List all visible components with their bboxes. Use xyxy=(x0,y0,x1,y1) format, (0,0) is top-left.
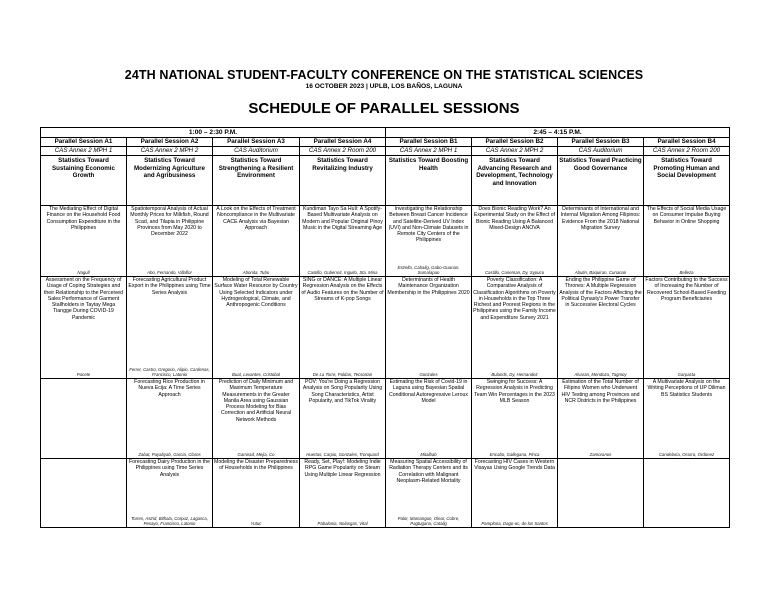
paper-authors: Gamirad, Mejia, Co xyxy=(237,452,275,457)
paper-title: Measuring Spatial Accessibility of Radiation Therapy Centers and its Correlation with Malignant Neoplasm-Related Mortality xyxy=(389,459,468,484)
paper-cell xyxy=(644,459,730,528)
paper-cell xyxy=(213,206,300,277)
paper-cell xyxy=(213,379,300,459)
paper-authors: Encabo, Gallegana, Pinca xyxy=(489,452,540,457)
paper-title: Does Bionic Reading Work? An Experimental Study on the Effect of Bionic Reading Using A Balanced Mixed-Design ANOVA xyxy=(473,206,556,231)
paper-title: Forecasting Agricultural Product Export in the Philippines using Time Series Analysis xyxy=(128,277,211,296)
paper-title: A Look on the Effects of Treatment Noncompliance in the Multivariate CACE Analysis via Bayesian Approach xyxy=(216,206,296,231)
paper-cell xyxy=(41,206,127,277)
paper-authors: Pacete xyxy=(76,372,91,377)
time-slot-a: 1:00 – 2:30 P.M. xyxy=(41,128,386,138)
paper-cell xyxy=(127,459,213,528)
paper-authors: De La Torre, Paldan, Tecsortan xyxy=(312,372,373,377)
paper-title: Swinging for Success: A Regression Analysis in Predicting Team Win Percentages in the 2023 MLB Season xyxy=(474,379,555,404)
paper-authors: Torres, Astrid, Bithala, Corpuz, Lagasca, Pesayo, Francisco, Latonio xyxy=(131,516,208,526)
paper-title: SING or DANCE: A Multiple Linear Regression Analysis on the Effects of Audio Features on the Number of Streams of K-pop Songs xyxy=(301,277,384,302)
paper-title: Forecasting HIV Cases in Western Visayas Using Google Trends Data xyxy=(474,459,555,472)
session-venue: CAS Auditorium xyxy=(213,147,300,156)
session-theme: Statistics Toward Practicing Good Governance xyxy=(558,156,644,206)
paper-authors: Pabalonia, Nolasgas, Vital xyxy=(317,521,368,526)
paper-title: Assessment on the Frequency of Usage of Coping Strategies and their Relationship to the Perceived Sales Performance of Garment Stallholders in Taytay Mega Tiangge During COVID-19 Pandemic xyxy=(43,277,123,321)
paper-title: The Mediating Effect of Digital Finance on the Household Food Consumption Expenditure in the Philippines xyxy=(46,206,121,231)
paper-title: Spatiotemporal Analysis of Actual Monthly Prices for Milkfish, Round Scad, and Tilapia in Philippine Provinces from May 2020 to December 2022 xyxy=(130,206,209,238)
paper-row xyxy=(41,459,730,528)
paper-row xyxy=(41,206,730,277)
session-theme: Statistics Toward Advancing Research and Development, Technology and Innovation xyxy=(472,156,558,206)
paper-title: Investigating the Relationship Between Breast Cancer Incidence and Satellite-Derived UV Index (UVI) and Non-Climate Datasets in Remote City Centers of the Philippines xyxy=(388,206,469,244)
paper-authors: Yutuc xyxy=(250,521,262,526)
paper-cell xyxy=(127,379,213,459)
paper-cell xyxy=(127,277,213,379)
session-venue: CAS Annex 2 MPH 2 xyxy=(472,147,558,156)
session-name: Parallel Session A3 xyxy=(213,138,300,147)
paper-authors: Abutin, Baquiran, Cunanan xyxy=(574,270,627,275)
session-name: Parallel Session A2 xyxy=(127,138,213,147)
paper-cell xyxy=(558,379,644,459)
paper-authors: Mitalbab xyxy=(420,452,437,457)
session-theme: Statistics Toward Sustaining Economic Growth xyxy=(41,156,127,206)
session-name: Parallel Session B2 xyxy=(472,138,558,147)
paper-title: Estimation of the Total Number of Filipino Women who Underwent HIV Testing among Provinces and NCR Districts in the Philippines xyxy=(561,379,640,404)
paper-authors: Candelaria, Ocorro, Ordonez xyxy=(658,452,715,457)
paper-authors: Castillo, Gutierrez, Inguito, Sta. Mina xyxy=(307,270,378,275)
paper-cell xyxy=(558,459,644,528)
paper-cell xyxy=(558,206,644,277)
session-name: Parallel Session A4 xyxy=(300,138,386,147)
paper-row xyxy=(41,277,730,379)
paper-authors: Abo, Fernando, Villaflor xyxy=(147,270,192,275)
paper-title: Factors Contributing to the Success of Increasing the Number of Recovered School-Based Feeding Program Beneficiaries xyxy=(645,277,728,302)
session-name: Parallel Session A1 xyxy=(41,138,127,147)
paper-title: Ending the Philippine Game of Thrones: A Multiple Regression Analysis of the Factors Affecting the Political Dynasty's Power Transfer in Successive Electoral Cycles xyxy=(559,277,642,309)
session-venue: CAS Auditorium xyxy=(558,147,644,156)
conference-title: 24TH NATIONAL STUDENT-FACULTY CONFERENCE ON THE STATISTICAL SCIENCES xyxy=(124,68,644,82)
paper-title: Determinants of International and Internal Migration Among Filipinos: Evidence From the 2018 National Migration Survey xyxy=(560,206,641,231)
paper-authors: Alvaran, Mendoza, Tagmoy xyxy=(574,372,627,377)
paper-cell xyxy=(644,206,730,277)
paper-cell xyxy=(127,206,213,277)
session-venue: CAS Annex 2 Room 200 xyxy=(300,147,386,156)
paper-authors: Palor, Mamangun, Olear, Cobre, Pagtugana, Catalig xyxy=(397,516,460,526)
venue-row xyxy=(41,147,730,156)
paper-cell xyxy=(41,277,127,379)
session-name-row xyxy=(41,138,730,147)
time-slot-row xyxy=(41,128,730,138)
paper-cell xyxy=(41,379,127,459)
paper-cell xyxy=(300,277,386,379)
paper-cell xyxy=(386,277,472,379)
session-name: Parallel Session B1 xyxy=(386,138,472,147)
paper-authors: Belleza xyxy=(679,270,694,275)
session-theme: Statistics Toward Promoting Human and Social Development xyxy=(644,156,730,206)
paper-row xyxy=(41,379,730,459)
paper-authors: Bulands, Dy, Hernandez xyxy=(491,372,538,377)
paper-title: Poverty Classification: A Comparative Analysis of Classification Algorithms on Poverty in Households in the Top Three Richest and Poorest Regions in the Philippines using the Family Income and Expenditure Survey 2021 xyxy=(473,277,556,321)
paper-authors: Pamplona, Dago-oc, de los Santos xyxy=(481,521,548,526)
session-theme: Statistics Toward Modernizing Agriculture and Agribusiness xyxy=(127,156,213,206)
paper-cell xyxy=(300,379,386,459)
paper-authors: Zabat, Payabyab, Garcia, Claros xyxy=(138,452,201,457)
paper-title: A Multivariate Analysis on the Writing Perceptions of UP Diliman BS Statistics Students xyxy=(647,379,726,398)
theme-row xyxy=(41,156,730,206)
schedule-table xyxy=(40,127,730,528)
paper-title: The Effects of Social Media Usage on Consumer Impulse Buying Behavior in Online Shopping xyxy=(646,206,727,225)
paper-authors: Estrella, Cabalig, Gabo-Guanan, Sumalapao xyxy=(397,265,460,275)
paper-cell xyxy=(386,459,472,528)
session-name: Parallel Session B4 xyxy=(644,138,730,147)
paper-authors: Abonita, Tubo xyxy=(242,270,270,275)
session-theme: Statistics Toward Boosting Health xyxy=(386,156,472,206)
paper-title: Forecasting Rice Production in Nueva Ecija: A Time Series Approach xyxy=(134,379,205,398)
paper-cell xyxy=(558,277,644,379)
paper-authors: Ferrer, Castro, Gregorio, Alipio, Cardenas, Francisco, Latonio xyxy=(129,367,210,377)
paper-cell xyxy=(300,206,386,277)
paper-title: Kundiman Tayo Sa Hulí: A Spotify-Based Multivariate Analysis on Modern and Popular Original Pinoy Music in the Digital Streaming Age xyxy=(302,206,383,231)
session-theme: Statistics Toward Strengthening a Resilient Environment xyxy=(213,156,300,206)
session-venue: CAS Annex 2 Room 200 xyxy=(644,147,730,156)
paper-cell xyxy=(386,206,472,277)
session-theme: Statistics Toward Revitalizing Industry xyxy=(300,156,386,206)
time-slot-b: 2:45 – 4:15 P.M. xyxy=(386,128,730,138)
paper-cell xyxy=(213,459,300,528)
paper-cell xyxy=(644,277,730,379)
paper-authors: Castillo, Cuneman, Dy, Sypuco xyxy=(484,270,545,275)
paper-cell xyxy=(41,459,127,528)
session-venue: CAS Annex 2 MPH 1 xyxy=(386,147,472,156)
conference-subtitle: 16 OCTOBER 2023 | UPLB, LOS BAÑOS, LAGUNA xyxy=(305,83,463,90)
paper-cell xyxy=(472,277,558,379)
paper-authors: Zamoranos xyxy=(589,452,612,457)
paper-authors: Nagull xyxy=(77,270,90,275)
paper-cell xyxy=(472,379,558,459)
paper-title: Forecasting Dairy Production in the Philippines using Time Series Analysis xyxy=(128,459,211,478)
session-venue: CAS Annex 2 MPH 1 xyxy=(41,147,127,156)
paper-authors: Huertas, Carpio, Gonzales, Tronquard xyxy=(306,452,379,457)
paper-cell xyxy=(300,459,386,528)
paper-title: Estimating the Risk of Covid-19 in Laguna using Bayesian Spatial Conditional Autoregressive Leroux Model xyxy=(389,379,469,404)
paper-authors: Buat, Levantes, Cristobal xyxy=(231,372,280,377)
paper-title: Modeling of Total Renewable Surface Water Resource by Country Using Selected Indicators under Hydrogeological, Climate, and Anthropogenic Conditions xyxy=(214,277,298,309)
schedule-title: SCHEDULE OF PARALLEL SESSIONS xyxy=(248,100,520,117)
session-venue: CAS Annex 2 MPH 2 xyxy=(127,147,213,156)
paper-authors: Garpacta xyxy=(677,372,696,377)
paper-title: Modeling the Disaster Preparedness of Households in the Philippines xyxy=(214,459,298,472)
paper-cell xyxy=(472,206,558,277)
paper-title: Determinants of Health Maintenance Organization Membership in the Philippines 2020 xyxy=(387,277,470,296)
paper-cell xyxy=(213,277,300,379)
paper-authors: Gonzales xyxy=(419,372,438,377)
session-name: Parallel Session B3 xyxy=(558,138,644,147)
paper-cell xyxy=(472,459,558,528)
paper-title: POV: You're Doing a Regression Analysis on Song Popularity Using Song Characteristics, Artist Popularity, and TikTok Virality xyxy=(302,379,383,404)
paper-cell xyxy=(644,379,730,459)
paper-cell xyxy=(386,379,472,459)
paper-title: Prediction of Daily Minimum and Maximum Temperature Measurements in the Greater Manila Area using Gaussian Process Modeling for Bias Correction and Artificial Neural Network Methods xyxy=(218,379,294,423)
paper-title: Ready, Set, Play!: Modeling Indie RPG Game Popularity on Steam Using Multiple Linear Regression xyxy=(304,459,381,478)
